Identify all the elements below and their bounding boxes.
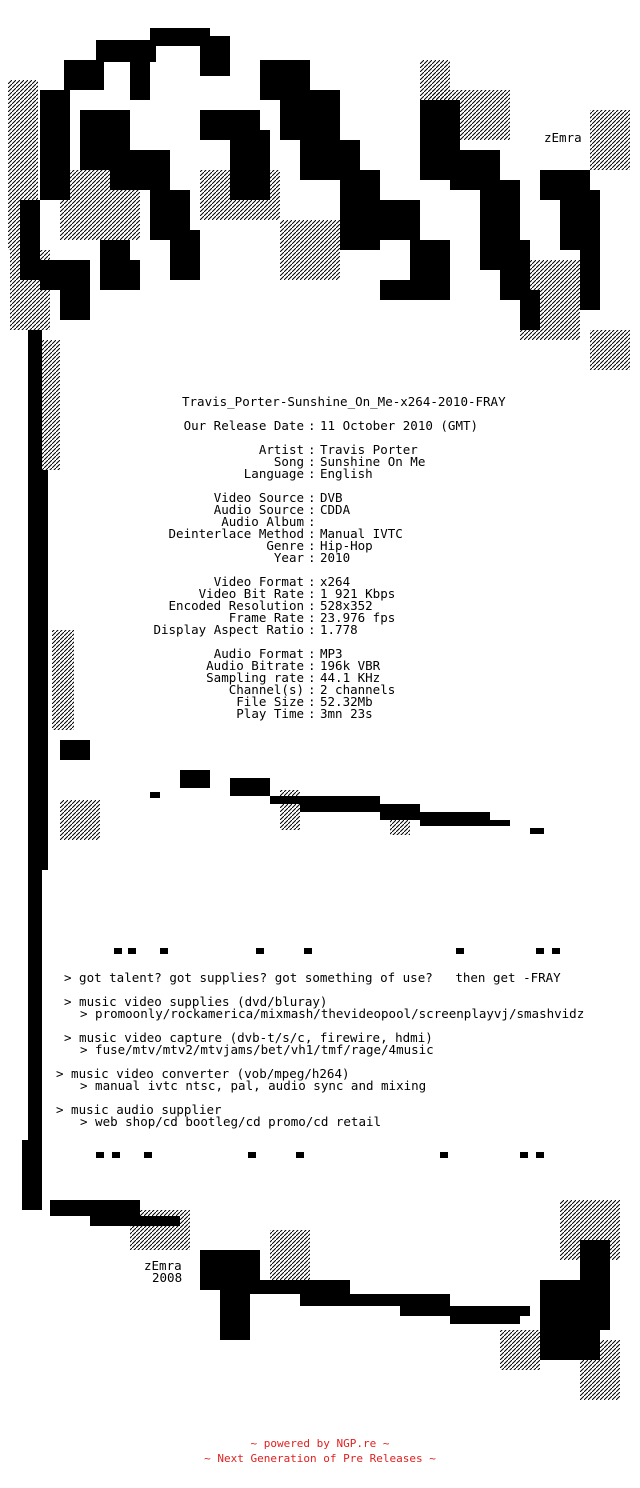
info-separator: : (308, 550, 316, 565)
info-value: English (320, 466, 373, 481)
info-value: MP3 (320, 646, 343, 661)
promo-converter-sub: > manual ivtc ntsc, pal, audio sync and mixing (80, 1078, 427, 1093)
info-value: 2010 (320, 550, 351, 565)
info-value: 44.1 KHz (320, 670, 381, 685)
info-value: 1.778 (320, 622, 358, 637)
info-key: File Size (236, 694, 304, 709)
info-value: Travis Porter (320, 442, 418, 457)
info-key: Display Aspect Ratio (153, 622, 304, 637)
info-separator: : (308, 658, 316, 673)
info-value: Hip-Hop (320, 538, 373, 553)
info-key: Genre (266, 538, 304, 553)
signature-bottom-name: zEmra (144, 1258, 182, 1273)
info-separator: : (308, 490, 316, 505)
info-value: 3mn 23s (320, 706, 373, 721)
info-key: Our Release Date (183, 418, 304, 433)
info-separator: : (308, 682, 316, 697)
release-title: Travis_Porter-Sunshine_On_Me-x264-2010-FRAY (182, 394, 506, 409)
info-value: 11 October 2010 (GMT) (320, 418, 479, 433)
info-value: x264 (320, 574, 351, 589)
info-key: Audio Format (213, 646, 304, 661)
info-key: Frame Rate (228, 610, 304, 625)
info-separator: : (308, 466, 316, 481)
info-key: Sampling rate (206, 670, 304, 685)
promo-supplies-sub: > promoonly/rockamerica/mixmash/thevideopool/screenplayvj/smashvidz (80, 1006, 585, 1021)
info-key: Video Bit Rate (198, 586, 304, 601)
info-value: 196k VBR (320, 658, 381, 673)
info-separator: : (308, 610, 316, 625)
info-separator: : (308, 418, 316, 433)
info-separator: : (308, 538, 316, 553)
info-separator: : (308, 706, 316, 721)
info-separator: : (308, 514, 316, 529)
info-key: Channel(s) (228, 682, 304, 697)
info-value: 23.976 fps (320, 610, 396, 625)
info-key: Encoded Resolution (168, 598, 304, 613)
promo-audio-head: > music audio supplier (56, 1102, 222, 1117)
info-separator: : (308, 586, 316, 601)
info-value: 52.32Mb (320, 694, 373, 709)
promo-capture-head: > music video capture (dvb-t/s/c, firewire, hdmi) (64, 1030, 433, 1045)
info-value: Sunshine On Me (320, 454, 426, 469)
info-key: Video Source (213, 490, 304, 505)
info-value: 2 channels (320, 682, 396, 697)
info-value: DVB (320, 490, 343, 505)
info-key: Language (243, 466, 304, 481)
info-key: Artist (258, 442, 304, 457)
promo-supplies-head: > music video supplies (dvd/bluray) (64, 994, 328, 1009)
signature-bottom-year: 2008 (152, 1270, 183, 1285)
promo-capture-sub: > fuse/mtv/mtv2/mtvjams/bet/vh1/tmf/rage/4music (80, 1042, 434, 1057)
info-separator: : (308, 598, 316, 613)
info-value: Manual IVTC (320, 526, 403, 541)
info-key: Song (273, 454, 304, 469)
info-separator: : (308, 574, 316, 589)
info-key: Play Time (236, 706, 304, 721)
info-key: Year (273, 550, 304, 565)
info-value: 1 921 Kbps (320, 586, 396, 601)
info-separator: : (308, 622, 316, 637)
info-separator: : (308, 526, 316, 541)
info-key: Video Format (213, 574, 304, 589)
info-value: CDDA (320, 502, 351, 517)
signature-top: zEmra (544, 130, 582, 145)
footer-tagline: ~ Next Generation of Pre Releases ~ (204, 1452, 436, 1465)
promo-converter-head: > music video converter (vob/mpeg/h264) (56, 1066, 350, 1081)
info-separator: : (308, 454, 316, 469)
info-value: 528x352 (320, 598, 373, 613)
info-key: Audio Album (221, 514, 304, 529)
info-separator: : (308, 670, 316, 685)
promo-audio-sub: > web shop/cd bootleg/cd promo/cd retail (80, 1114, 382, 1129)
info-key: Audio Source (213, 502, 304, 517)
info-key: Deinterlace Method (168, 526, 304, 541)
info-separator: : (308, 502, 316, 517)
info-key: Audio Bitrate (206, 658, 304, 673)
info-separator: : (308, 442, 316, 457)
footer-powered-by[interactable]: ~ powered by NGP.re ~ (250, 1437, 390, 1450)
promo-talent: > got talent? got supplies? got something of use? then get -FRAY (64, 970, 561, 985)
info-separator: : (308, 646, 316, 661)
info-separator: : (308, 694, 316, 709)
